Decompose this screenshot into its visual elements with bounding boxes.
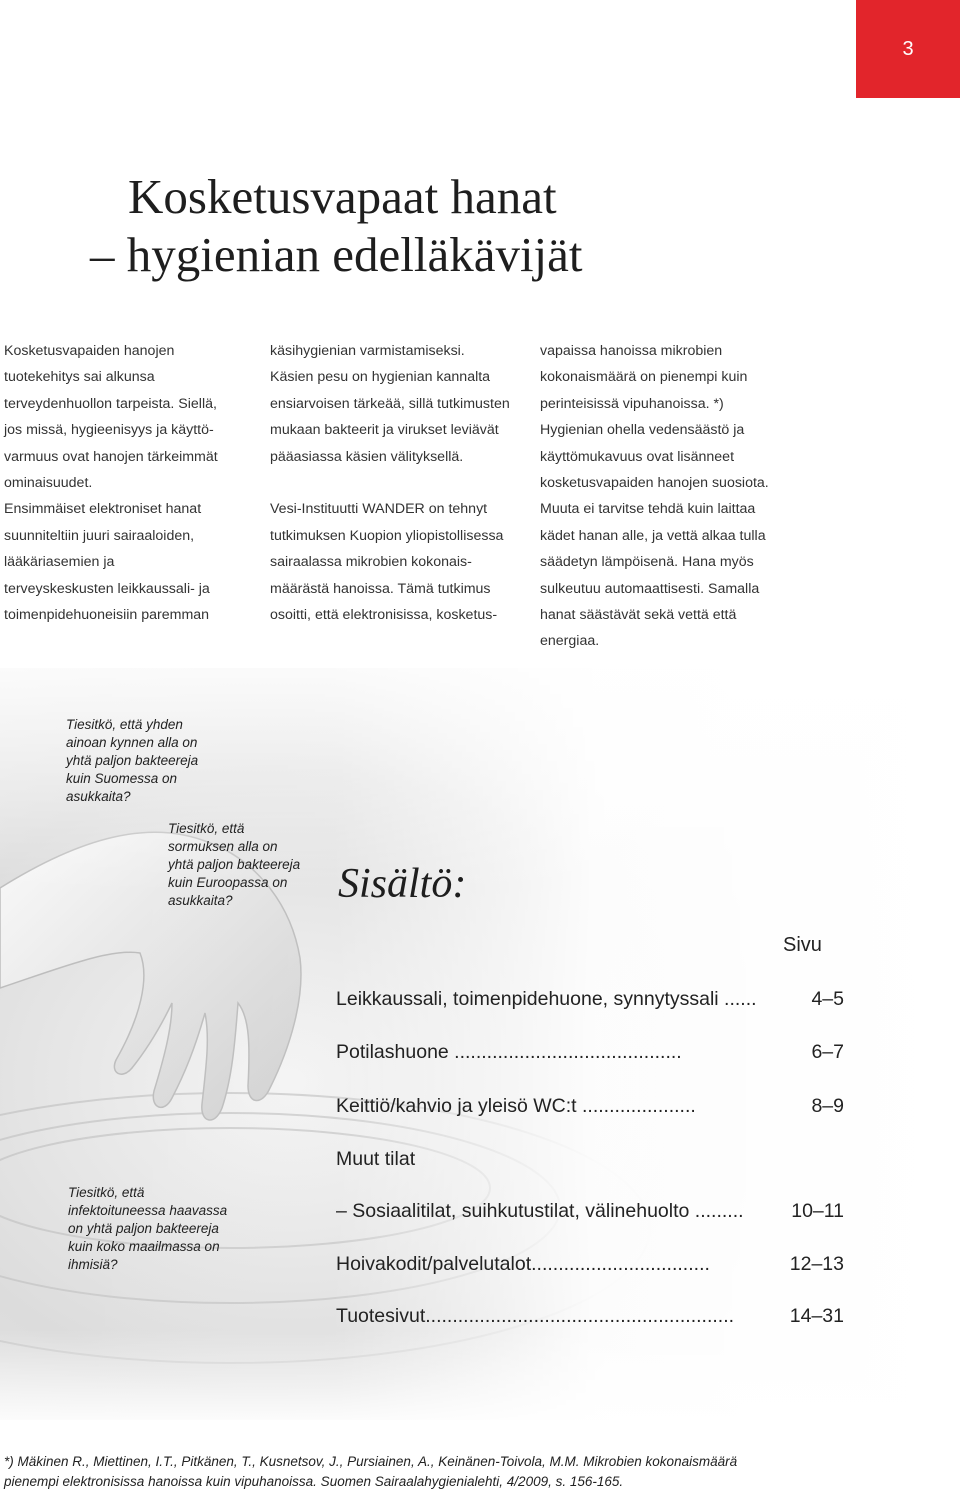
page-number: 3 — [902, 37, 914, 60]
toc-entry — [336, 1253, 844, 1276]
fact-line: Tiesitkö, että — [68, 1185, 145, 1200]
intro-column-2 — [270, 338, 510, 628]
toc-pages: 8–9 — [811, 1095, 844, 1117]
text-line: ensiarvoisen tärkeää, sillä tutkimusten — [270, 395, 510, 412]
contents-page-header: Sivu — [783, 934, 822, 956]
text-line: tutkimuksen Kuopion yliopistollisessa — [270, 527, 504, 544]
fact-line: yhtä paljon bakteereja — [168, 857, 301, 872]
fact-line: ainoan kynnen alla on — [66, 735, 198, 750]
text-line: käsihygienian varmistamiseksi. — [270, 343, 465, 359]
fact-line: Tiesitkö, että yhden — [66, 717, 183, 732]
text-line: sairaalassa mikrobien kokonais- — [270, 554, 472, 571]
text-line: varmuus ovat hanojen tärkeimmät — [4, 448, 218, 465]
toc-label: Keittiö/kahvio ja yleisö WC:t ..................... — [336, 1095, 696, 1117]
page-number-tab — [856, 0, 960, 98]
text-line: sulkeutuu automaattisesti. Samalla — [540, 580, 760, 597]
fact-bubble-3 — [68, 1184, 227, 1274]
page-title — [90, 168, 583, 284]
footnote-line: pienempi elektronisissa hanoissa kuin vipuhanoissa. Suomen Sairaalahygienialehti, 4/2009, s. 156-165. — [4, 1474, 624, 1489]
toc-pages: 4–5 — [811, 988, 844, 1010]
toc-label: Hoivakodit/palvelutalot................................. — [336, 1253, 710, 1275]
text-line: Kosketusvapaiden hanojen — [4, 343, 175, 359]
fact-line: kuin Suomessa on — [66, 771, 178, 786]
title-line: – hygienian edelläkävijät — [90, 227, 583, 282]
footnote-line: *) Mäkinen R., Miettinen, I.T., Pitkänen, T., Kusnetsov, J., Pursiainen, A., Keinänen-Toivola, M.M. Mikrobien kokonaismäärä — [4, 1454, 738, 1469]
text-line: Ensimmäiset elektroniset hanat — [4, 501, 202, 518]
text-line: perinteisissä vipuhanoissa. *) — [540, 395, 724, 412]
fact-bubble-1 — [66, 716, 198, 806]
text-line: mukaan bakteerit ja virukset leviävät — [270, 422, 499, 439]
text-line: ominaisuudet. — [4, 474, 93, 491]
fact-line: Tiesitkö, että — [168, 821, 245, 836]
fact-line: on yhtä paljon bakteereja — [68, 1221, 219, 1236]
text-line: kädet hanan alle, ja vettä alkaa tulla — [540, 527, 766, 544]
fact-line: infektoituneessa haavassa — [68, 1203, 228, 1218]
text-line: vapaissa hanoissa mikrobien — [540, 343, 723, 359]
toc-entry — [336, 1041, 844, 1064]
toc-label: Muut tilat — [336, 1148, 416, 1170]
fact-line: yhtä paljon bakteereja — [66, 753, 199, 768]
text-line: energiaa. — [540, 633, 600, 650]
text-line: käyttömukavuus ovat lisänneet — [540, 448, 735, 465]
title-line: Kosketusvapaat hanat — [128, 169, 557, 224]
text-line: Vesi-Instituutti WANDER on tehnyt — [270, 501, 488, 518]
fact-line: kuin Euroopassa on — [168, 875, 288, 890]
text-line: terveyskeskusten leikkaussali- ja — [4, 580, 210, 597]
fact-line: sormuksen alla on — [168, 839, 278, 854]
intro-column-1 — [4, 338, 218, 628]
text-line: hanat säästävät sekä vettä että — [540, 606, 737, 623]
fact-line: asukkaita? — [168, 893, 233, 908]
text-line: pääasiassa käsien välityksellä. — [270, 448, 464, 465]
toc-entry — [336, 1148, 844, 1171]
text-line: Käsien pesu on hygienian kannalta — [270, 369, 491, 386]
toc-label: – Sosiaalitilat, suihkutustilat, välinehuolto ......... — [336, 1200, 744, 1222]
fact-line: kuin koko maailmassa on — [68, 1239, 220, 1254]
text-line: jos missä, hygieenisyys ja käyttö- — [4, 422, 214, 439]
fact-line: asukkaita? — [66, 789, 131, 804]
toc-entry — [336, 1200, 844, 1223]
text-line: säädetyn lämpöisenä. Hana myös — [540, 554, 754, 571]
intro-column-3 — [540, 338, 769, 655]
toc-label: Potilashuone .......................................... — [336, 1041, 682, 1063]
footnote — [4, 1452, 737, 1492]
fact-line: ihmisiä? — [68, 1257, 118, 1272]
toc-entry — [336, 1305, 844, 1328]
text-line: suunniteltiin juuri sairaaloiden, — [4, 527, 195, 544]
text-line: Hygienian ohella vedensäästö ja — [540, 422, 745, 439]
fact-bubble-2 — [168, 820, 300, 910]
toc-pages: 12–13 — [789, 1253, 844, 1275]
text-line: toimenpidehuoneisiin paremman — [4, 606, 210, 623]
text-line: määrästä hanoissa. Tämä tutkimus — [270, 580, 491, 597]
toc-entry — [336, 1095, 844, 1118]
text-line: osoitti, että elektronisissa, kosketus- — [270, 606, 498, 623]
toc-pages: 6–7 — [811, 1041, 844, 1063]
contents-heading: Sisältö: — [338, 861, 467, 907]
paragraph-gap — [270, 470, 510, 496]
toc-pages: 14–31 — [789, 1305, 844, 1327]
text-line: Muuta ei tarvitse tehdä kuin laittaa — [540, 501, 756, 518]
toc-label: Tuotesivut......................................................... — [336, 1305, 735, 1327]
text-line: tuotekehitys sai alkunsa — [4, 369, 155, 386]
text-line: kosketusvapaiden hanojen suosiota. — [540, 474, 769, 491]
toc-pages: 10–11 — [791, 1200, 844, 1222]
text-line: kokonaismäärä on pienempi kuin — [540, 369, 748, 386]
text-line: lääkäriasemien ja — [4, 554, 115, 571]
toc-entry — [336, 988, 844, 1011]
text-line: terveydenhuollon tarpeista. Siellä, — [4, 395, 217, 412]
toc-label: Leikkaussali, toimenpidehuone, synnytyssali ...... — [336, 988, 757, 1010]
